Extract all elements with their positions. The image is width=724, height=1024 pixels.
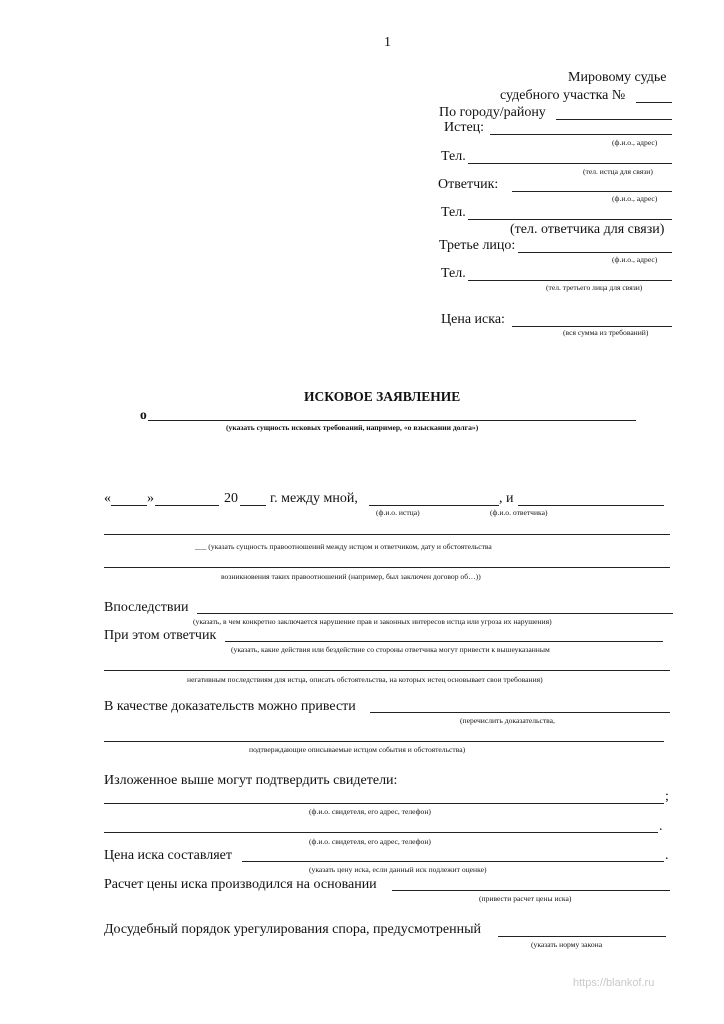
plaintiff-hint: (ф.и.о., адрес): [612, 138, 658, 147]
relations-line-2[interactable]: [104, 567, 670, 568]
hint-relations-1: ___ (указать сущность правоотношений между истцом и ответчиком, дату и обстоятельства: [195, 542, 492, 551]
title-prefix: о: [140, 407, 147, 422]
pretrial-label: Досудебный порядок урегулирования спора, предусмотренный: [104, 922, 481, 937]
claim-essence-field[interactable]: [148, 420, 636, 421]
witness-field-2[interactable]: [104, 832, 658, 833]
year-field[interactable]: [240, 505, 266, 506]
hint-actions-1: (указать, какие действия или бездействие со стороны ответчика могут привести к вышеуказанным: [231, 645, 550, 654]
title-hint: (указать сущность исковых требований, например, «о взыскании долга»): [226, 423, 479, 432]
hint-evidence-2: подтверждающие описываемые истцом события и обстоятельства): [249, 745, 466, 754]
court-section-label: судебного участка №: [500, 88, 626, 103]
document-title: ИСКОВОЕ ЗАЯВЛЕНИЕ: [304, 389, 461, 404]
defendant-label: Ответчик:: [438, 177, 499, 192]
hint-calc: (привести расчет цены иска): [479, 894, 572, 903]
plaintiff-phone-hint: (тел. истца для связи): [583, 167, 653, 176]
addressee-judge: Мировому судье: [568, 70, 667, 85]
violation-field[interactable]: [197, 613, 673, 614]
hint-price: (указать цену иска, если данный иск подлежит оценке): [309, 865, 487, 874]
hint-witness-2: (ф.и.о. свидетеля, его адрес, телефон): [309, 837, 431, 846]
city-district-label: По городу/району: [439, 105, 546, 120]
third-party-field[interactable]: [518, 252, 672, 253]
defendant-field[interactable]: [512, 191, 672, 192]
watermark-url: https://blankof.ru: [573, 977, 655, 989]
calc-basis-field[interactable]: [392, 890, 670, 891]
relations-line-1[interactable]: [104, 534, 670, 535]
plaintiff-phone-label: Тел.: [441, 149, 466, 164]
hint-evidence-1: (перечислить доказательства,: [460, 716, 555, 725]
court-section-field[interactable]: [636, 102, 672, 103]
claim-price-period: .: [665, 848, 669, 863]
plaintiff-field[interactable]: [490, 134, 672, 135]
witnesses-label: Изложенное выше могут подтвердить свидетели:: [104, 773, 398, 788]
witness-1-semicolon: ;: [665, 789, 669, 804]
page-number: 1: [384, 35, 391, 50]
and-text: , и: [499, 491, 514, 506]
defendant-phone-field[interactable]: [468, 219, 672, 220]
defendant-phone-label: Тел.: [441, 205, 466, 220]
hint-violation: (указать, в чем конкретно заключается нарушение прав и законных интересов истца или угроза их нарушения): [193, 617, 552, 626]
evidence-line-2[interactable]: [104, 741, 664, 742]
claim-price-hint: (вся сумма из требований): [563, 328, 649, 337]
hint-defendant-name: (ф.и.о. ответчика): [490, 508, 548, 517]
hint-witness-1: (ф.и.о. свидетеля, его адрес, телефон): [309, 807, 431, 816]
meanwhile-label: При этом ответчик: [104, 628, 217, 643]
claim-price-is-label: Цена иска составляет: [104, 848, 233, 863]
hint-actions-2: негативным последствиям для истца, описать обстоятельства, на которых истец основывает свои требования): [187, 675, 543, 684]
defendant-name-field[interactable]: [518, 505, 664, 506]
plaintiff-name-field[interactable]: [369, 505, 499, 506]
hint-law: (указать норму закона: [531, 940, 603, 949]
city-district-field[interactable]: [556, 119, 672, 120]
plaintiff-label: Истец:: [444, 120, 485, 135]
hint-relations-2: возникновения таких правоотношений (например, был заключен договор об…)): [221, 572, 481, 581]
third-party-hint: (ф.и.о., адрес): [612, 255, 658, 264]
claim-price-field[interactable]: [512, 326, 672, 327]
actions-field[interactable]: [225, 641, 663, 642]
day-field[interactable]: [111, 505, 147, 506]
third-party-phone-field[interactable]: [468, 280, 672, 281]
quote-open: «: [104, 491, 111, 506]
third-party-phone-hint: (тел. третьего лица для связи): [546, 283, 643, 292]
defendant-hint: (ф.и.о., адрес): [612, 194, 658, 203]
witness-2-period: .: [659, 819, 663, 834]
actions-line-2[interactable]: [104, 670, 670, 671]
subsequently-label: Впоследствии: [104, 600, 189, 615]
evidence-field[interactable]: [370, 712, 670, 713]
defendant-phone-hint: (тел. ответчика для связи): [510, 222, 665, 237]
plaintiff-phone-field[interactable]: [468, 163, 672, 164]
pretrial-law-field[interactable]: [498, 936, 666, 937]
evidence-label: В качестве доказательств можно привести: [104, 699, 356, 714]
third-party-label: Третье лицо:: [439, 238, 516, 253]
third-party-phone-label: Тел.: [441, 266, 466, 281]
claim-price-label: Цена иска:: [441, 312, 505, 327]
witness-field-1[interactable]: [104, 803, 664, 804]
hint-plaintiff-name: (ф.и.о. истца): [376, 508, 420, 517]
between-text: г. между мной,: [270, 491, 358, 506]
claim-price-amount-field[interactable]: [242, 861, 664, 862]
quote-close: »: [147, 491, 154, 506]
year-prefix: 20: [224, 491, 238, 506]
month-field[interactable]: [155, 505, 219, 506]
calc-basis-label: Расчет цены иска производился на основании: [104, 877, 377, 892]
